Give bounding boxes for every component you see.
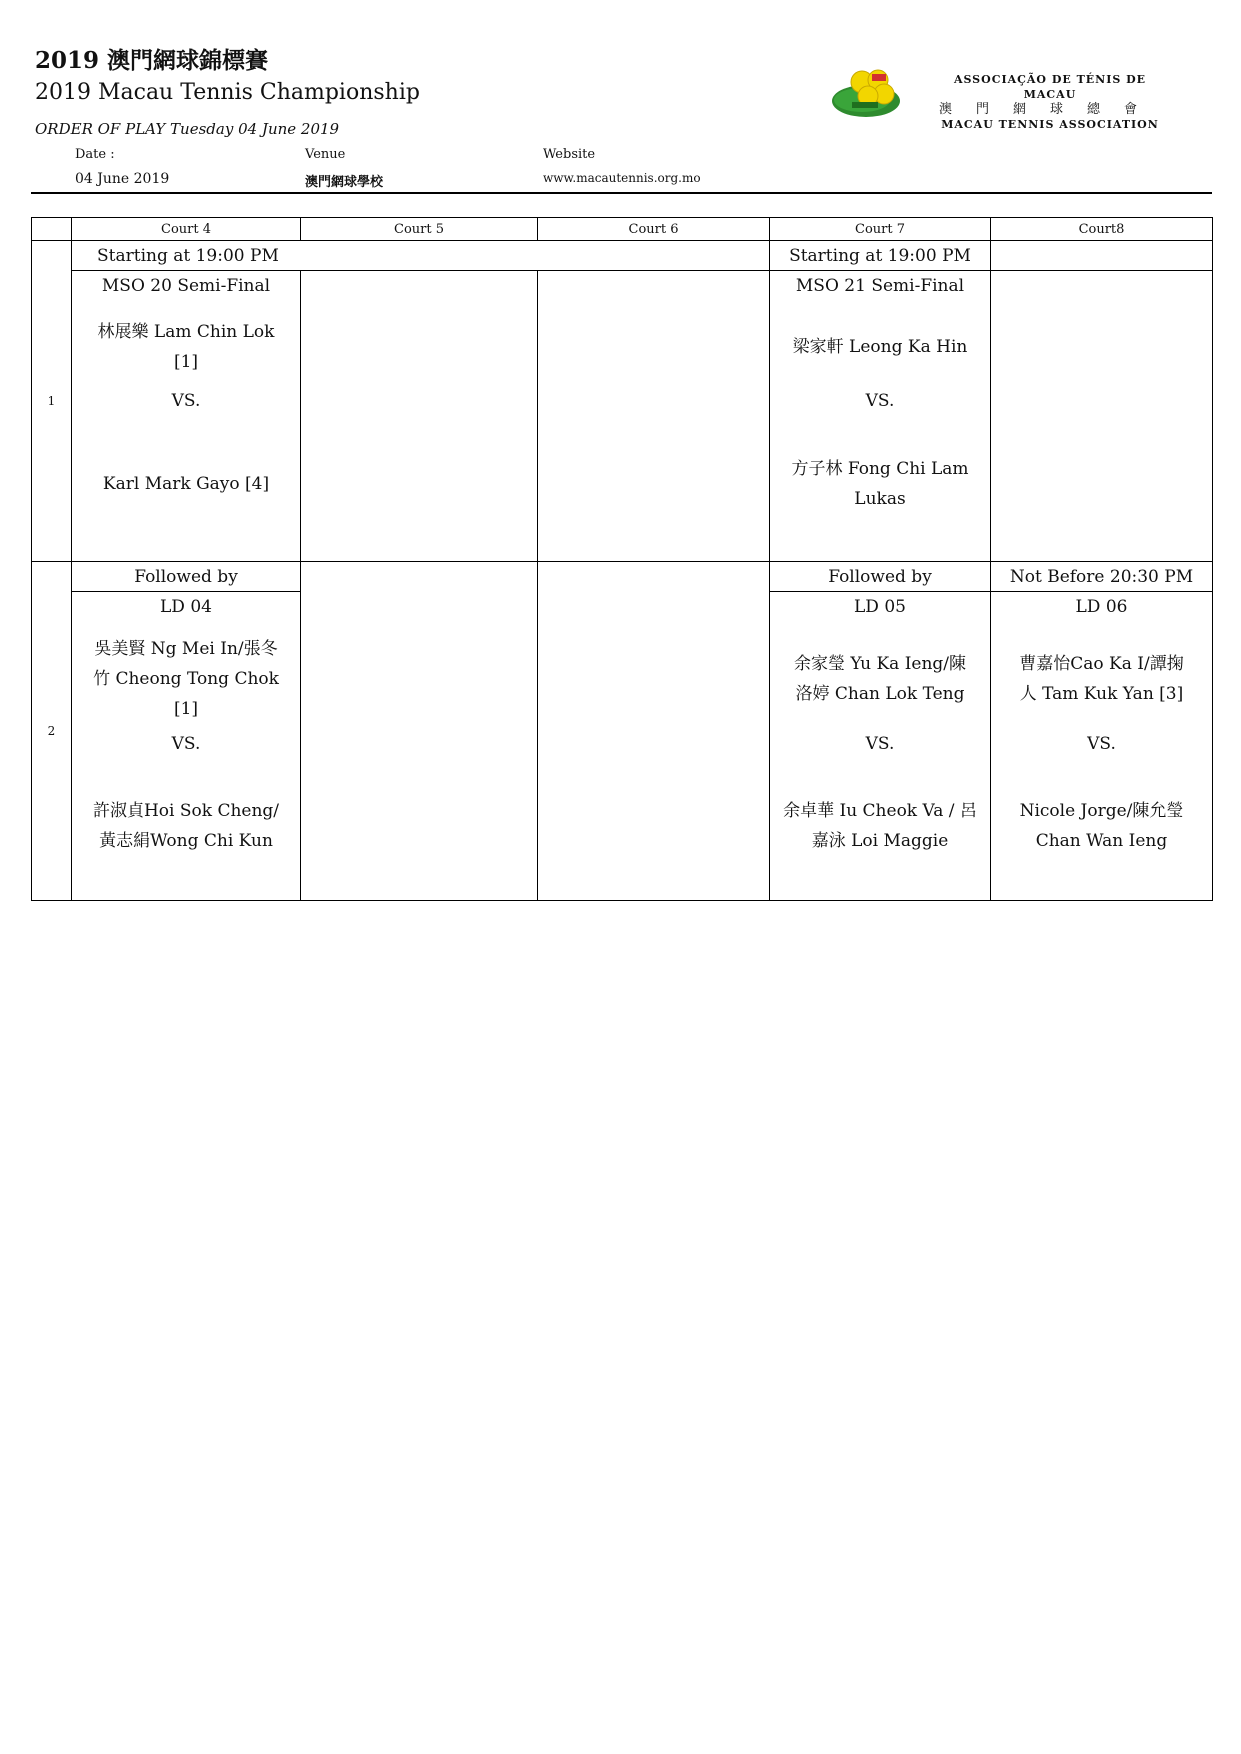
date-value: 04 June 2019	[75, 171, 170, 187]
start-time: Followed by	[72, 562, 301, 592]
match-cell	[72, 271, 301, 562]
match-event: LD 05	[854, 597, 906, 617]
association-logo	[832, 68, 904, 120]
association-name-cn: 澳門網球總會	[938, 102, 1161, 117]
player-name: 吳美賢 Ng Mei In/張冬	[94, 639, 278, 659]
row-number: 1	[32, 241, 72, 562]
player-name: 林展樂 Lam Chin Lok	[97, 322, 275, 342]
player-name: 黃志絹Wong Chi Kun	[99, 831, 273, 851]
website-value: www.macautennis.org.mo	[543, 171, 701, 185]
player-name: 許淑貞Hoi Sok Cheng/	[92, 801, 280, 821]
empty-court-cell	[538, 562, 770, 901]
player-name: Chan Wan Ieng	[1035, 831, 1168, 851]
venue-label: Venue	[305, 147, 346, 162]
header-rule	[31, 192, 1212, 194]
match-cell	[72, 592, 301, 901]
match-cell	[770, 271, 991, 562]
match-event: MSO 21 Semi-Final	[795, 276, 965, 296]
start-time: Not Before 20:30 PM	[991, 562, 1213, 592]
empty-court-cell	[538, 271, 770, 562]
start-time: Starting at 19:00 PM	[770, 241, 991, 271]
player-seed: [1]	[173, 352, 199, 372]
match-cell	[991, 592, 1213, 901]
start-time-row	[32, 562, 1213, 592]
player-name: 人 Tam Kuk Yan [3]	[1019, 684, 1184, 704]
player-name: 余家瑩 Yu Ka Ieng/陳	[793, 654, 967, 674]
versus-label: VS.	[1087, 734, 1116, 754]
versus-label: VS.	[171, 734, 201, 754]
association-name-en: MACAU TENNIS ASSOCIATION	[941, 118, 1159, 131]
date-label: Date :	[75, 147, 115, 162]
start-time: Starting at 19:00 PM	[72, 241, 770, 271]
title-cn: 2019 澳門網球錦標賽	[35, 47, 269, 74]
match-row	[32, 271, 1213, 562]
court-header: Court 7	[770, 218, 991, 241]
player-name: 嘉泳 Loi Maggie	[811, 831, 949, 851]
versus-label: VS.	[865, 734, 895, 754]
title-en: 2019 Macau Tennis Championship	[35, 80, 420, 105]
start-time-empty	[991, 241, 1213, 271]
player-seed: [1]	[173, 699, 199, 719]
versus-label: VS.	[865, 391, 895, 411]
court-header: Court 6	[538, 218, 770, 241]
player-name: 洛婷 Chan Lok Teng	[795, 684, 965, 704]
empty-court-cell	[301, 562, 538, 901]
association-name	[930, 72, 1170, 132]
player-name: 曹嘉怡Cao Ka I/譚掬	[1019, 654, 1184, 674]
court-header: Court 5	[301, 218, 538, 241]
row-number: 2	[32, 562, 72, 901]
court-header: Court 4	[72, 218, 301, 241]
court-header-row	[32, 218, 1213, 241]
header-blank	[32, 218, 72, 241]
match-event: MSO 20 Semi-Final	[101, 276, 271, 296]
court-header: Court8	[991, 218, 1213, 241]
match-cell	[770, 592, 991, 901]
website-label: Website	[543, 147, 596, 162]
player-name: 余卓華 Iu Cheok Va / 呂	[783, 801, 977, 821]
player-name: Nicole Jorge/陳允瑩	[1019, 801, 1184, 821]
player-name: Lukas	[854, 489, 906, 509]
order-of-play-subtitle: ORDER OF PLAY Tuesday 04 June 2019	[35, 120, 340, 138]
match-event: LD 04	[160, 597, 212, 617]
player-name: 竹 Cheong Tong Chok	[93, 669, 279, 689]
order-of-play-table	[31, 217, 1213, 901]
player-name: 方子林 Fong Chi Lam	[791, 459, 969, 479]
start-time-row	[32, 241, 1213, 271]
venue-value: 澳門網球學校	[305, 175, 384, 190]
versus-label: VS.	[171, 391, 201, 411]
association-name-pt: ASSOCIAÇÃO DE TÉNIS DE MACAU	[953, 73, 1147, 101]
player-name: Karl Mark Gayo [4]	[102, 474, 270, 494]
match-event: LD 06	[1075, 597, 1128, 617]
empty-court-cell	[301, 271, 538, 562]
player-name: 梁家軒 Leong Ka Hin	[792, 337, 968, 357]
empty-court-cell	[991, 271, 1213, 562]
start-time: Followed by	[770, 562, 991, 592]
